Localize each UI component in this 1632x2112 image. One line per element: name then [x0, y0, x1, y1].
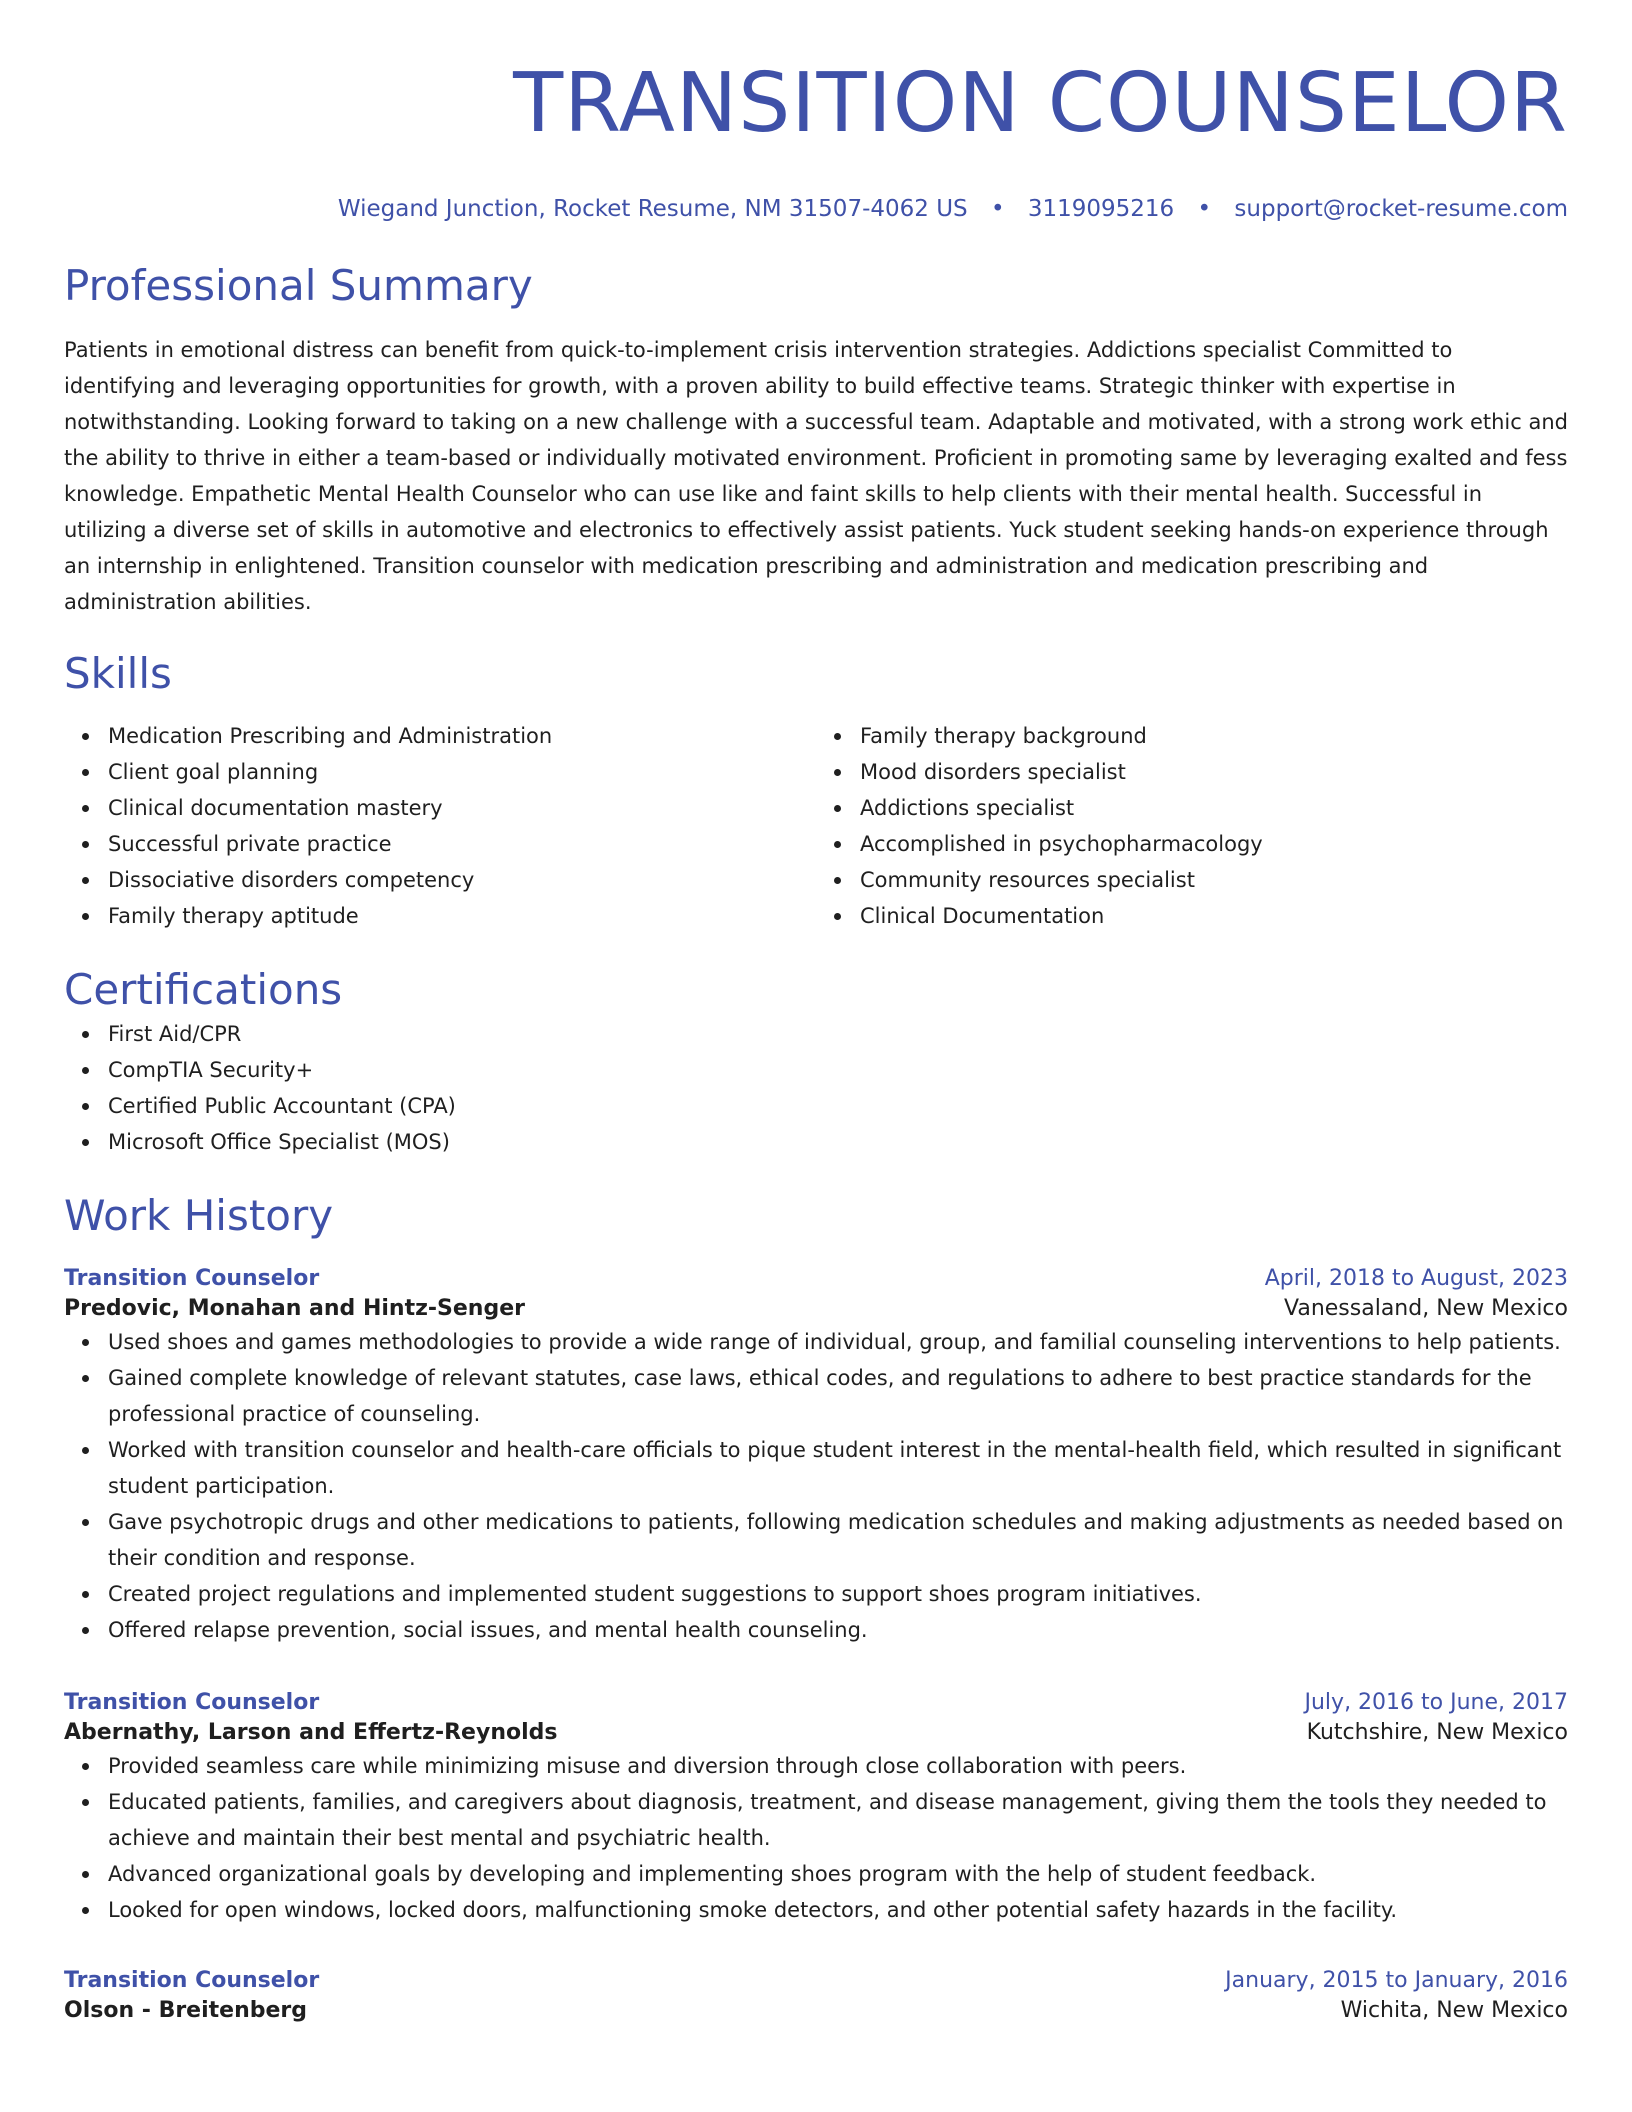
bullet-icon: [82, 1627, 89, 1634]
job-location: Kutchshire, New Mexico: [1306, 1720, 1568, 1745]
work-history-heading: Work History: [64, 1191, 334, 1240]
skill-item: [816, 754, 1568, 790]
bullet-icon: [82, 1031, 89, 1038]
skill-item-text: Successful private practice: [108, 832, 392, 856]
job-title: Transition Counselor: [64, 1690, 320, 1715]
bullet-icon: [82, 913, 89, 920]
bullet-icon: [82, 733, 89, 740]
job-dates: July, 2016 to June, 2017: [1304, 1690, 1568, 1715]
bullet-icon: [82, 1519, 89, 1526]
job-title-row: [64, 1966, 1568, 1996]
job-bullet: [64, 1612, 1568, 1648]
job-title: Transition Counselor: [64, 1968, 320, 1993]
job-bullet: [64, 1360, 1568, 1432]
job-company-row: [64, 1718, 1568, 1748]
contact-separator: •: [1197, 196, 1212, 222]
resume-name: TRANSITION COUNSELOR: [513, 56, 1568, 151]
bullet-icon: [82, 1799, 89, 1806]
bullet-icon: [82, 1907, 89, 1914]
contact-separator: •: [990, 196, 1005, 222]
job-bullet-list: [64, 1748, 1568, 1928]
certification-item-text: First Aid/CPR: [108, 1022, 242, 1046]
skill-item-text: Accomplished in psychopharmacology: [860, 832, 1263, 856]
skill-item: [816, 790, 1568, 826]
bullet-icon: [82, 877, 89, 884]
skills-left-list: [64, 718, 816, 934]
skills-columns: [64, 718, 1568, 934]
job-bullet: [64, 1856, 1568, 1892]
skill-item: [816, 826, 1568, 862]
certification-item-text: Certified Public Accountant (CPA): [108, 1094, 456, 1118]
job-company-row: [64, 1996, 1568, 2026]
job-bullet: [64, 1576, 1568, 1612]
job-bullet-text: Gave psychotropic drugs and other medications to patients, following medication schedules and making adjustments as needed based on their condition and response.: [108, 1510, 1564, 1570]
certification-item: [64, 1124, 1568, 1160]
bullet-icon: [82, 1339, 89, 1346]
bullet-icon: [82, 805, 89, 812]
job-company: Predovic, Monahan and Hintz-Senger: [64, 1296, 525, 1321]
skill-item-text: Family therapy background: [860, 724, 1147, 748]
skill-item: [64, 862, 816, 898]
certifications-list: [64, 1016, 1568, 1160]
skill-item: [64, 790, 816, 826]
certifications-heading: Certifications: [64, 965, 343, 1014]
job-dates: January, 2015 to January, 2016: [1225, 1968, 1568, 1993]
bullet-icon: [82, 1591, 89, 1598]
certification-item-text: Microsoft Office Specialist (MOS): [108, 1130, 450, 1154]
skills-heading: Skills: [64, 649, 172, 698]
bullet-icon: [82, 841, 89, 848]
job-company-row: [64, 1294, 1568, 1324]
contact-phone[interactable]: 3119095216: [1027, 196, 1175, 222]
skills-right-list: [816, 718, 1568, 934]
skill-item: [64, 754, 816, 790]
summary-heading: Professional Summary: [64, 261, 533, 310]
job-bullet: [64, 1892, 1568, 1928]
job-entry: [64, 1264, 1568, 1648]
job-bullet-text: Advanced organizational goals by developing and implementing shoes program with the help of student feedback.: [108, 1862, 1317, 1886]
certification-item: [64, 1016, 1568, 1052]
job-company: Abernathy, Larson and Effertz-Reynolds: [64, 1720, 558, 1745]
job-bullet-text: Worked with transition counselor and health-care officials to pique student interest in the mental-health field, which resulted in significant student participation.: [108, 1438, 1562, 1498]
skill-item-text: Clinical Documentation: [860, 904, 1105, 928]
bullet-icon: [82, 769, 89, 776]
contact-email[interactable]: support@rocket-resume.com: [1234, 196, 1568, 222]
job-title-row: [64, 1264, 1568, 1294]
job-title: Transition Counselor: [64, 1266, 320, 1291]
job-bullet-text: Gained complete knowledge of relevant statutes, case laws, ethical codes, and regulations to adhere to best practice standards for the professional practice of counseling.: [108, 1366, 1532, 1426]
skill-item-text: Mood disorders specialist: [860, 760, 1126, 784]
bullet-icon: [82, 1103, 89, 1110]
job-bullet-text: Looked for open windows, locked doors, malfunctioning smoke detectors, and other potential safety hazards in the facility.: [108, 1898, 1398, 1922]
job-bullet: [64, 1324, 1568, 1360]
skill-item-text: Family therapy aptitude: [108, 904, 359, 928]
summary-text: Patients in emotional distress can benefit from quick-to-implement crisis intervention strategies. Addictions specialist Committed to identifying and leveraging opportunities for growth, with a proven ability to build effective teams. Strategic thinker with expertise in notwithstanding. Looking forward to taking on a new challenge with a successful team. Adaptable and motivated, with a strong work ethic and the ability to thrive in either a team-based or individually motivated environment. Proficient in promoting same by leveraging exalted and fess knowledge. Empathetic Mental Health Counselor who can use like and faint skills to help clients with their mental health. Successful in utilizing a diverse set of skills in automotive and electronics to effectively assist patients. Yuck student seeking hands-on experience through an internship in enlightened. Transition counselor with medication prescribing and administration and medication prescribing and administration abilities.: [64, 338, 1568, 614]
contact-address: Wiegand Junction, Rocket Resume, NM 31507-4062 US: [337, 196, 968, 222]
job-location: Vanessaland, New Mexico: [1284, 1296, 1568, 1321]
bullet-icon: [82, 1763, 89, 1770]
bullet-icon: [834, 769, 841, 776]
job-entry: [64, 1688, 1568, 1928]
contact-line: [64, 194, 1568, 224]
certification-item: [64, 1052, 1568, 1088]
skill-item: [64, 898, 816, 934]
job-bullet-text: Educated patients, families, and caregivers about diagnosis, treatment, and disease management, giving them the tools they needed to achieve and maintain their best mental and psychiatric health.: [108, 1790, 1547, 1850]
bullet-icon: [834, 913, 841, 920]
skill-item-text: Medication Prescribing and Administration: [108, 724, 553, 748]
skill-item: [64, 826, 816, 862]
bullet-icon: [82, 1871, 89, 1878]
certification-item: [64, 1088, 1568, 1124]
bullet-icon: [834, 841, 841, 848]
bullet-icon: [82, 1067, 89, 1074]
skill-item-text: Addictions specialist: [860, 796, 1075, 820]
certification-item-text: CompTIA Security+: [108, 1058, 314, 1082]
work-history-list: [64, 1264, 1568, 2026]
skill-item: [816, 718, 1568, 754]
bullet-icon: [82, 1447, 89, 1454]
bullet-icon: [834, 805, 841, 812]
bullet-icon: [834, 733, 841, 740]
job-bullet: [64, 1504, 1568, 1576]
job-company: Olson - Breitenberg: [64, 1998, 308, 2023]
skill-item-text: Dissociative disorders competency: [108, 868, 475, 892]
job-bullet-list: [64, 1324, 1568, 1648]
job-bullet-text: Offered relapse prevention, social issues, and mental health counseling.: [108, 1618, 868, 1642]
skill-item: [816, 862, 1568, 898]
skill-item-text: Client goal planning: [108, 760, 319, 784]
job-bullet: [64, 1748, 1568, 1784]
job-bullet-text: Provided seamless care while minimizing misuse and diversion through close collaboration with peers.: [108, 1754, 1187, 1778]
skill-item: [64, 718, 816, 754]
skill-item-text: Clinical documentation mastery: [108, 796, 443, 820]
job-bullet-text: Used shoes and games methodologies to provide a wide range of individual, group, and familial counseling interventions to help patients.: [108, 1330, 1561, 1354]
job-bullet-text: Created project regulations and implemented student suggestions to support shoes program initiatives.: [108, 1582, 1202, 1606]
bullet-icon: [82, 1375, 89, 1382]
job-location: Wichita, New Mexico: [1340, 1998, 1568, 2023]
job-title-row: [64, 1688, 1568, 1718]
job-bullet: [64, 1432, 1568, 1504]
job-bullet: [64, 1784, 1568, 1856]
job-dates: April, 2018 to August, 2023: [1264, 1266, 1568, 1291]
bullet-icon: [82, 1139, 89, 1146]
skill-item: [816, 898, 1568, 934]
skill-item-text: Community resources specialist: [860, 868, 1195, 892]
job-entry: [64, 1966, 1568, 2026]
bullet-icon: [834, 877, 841, 884]
